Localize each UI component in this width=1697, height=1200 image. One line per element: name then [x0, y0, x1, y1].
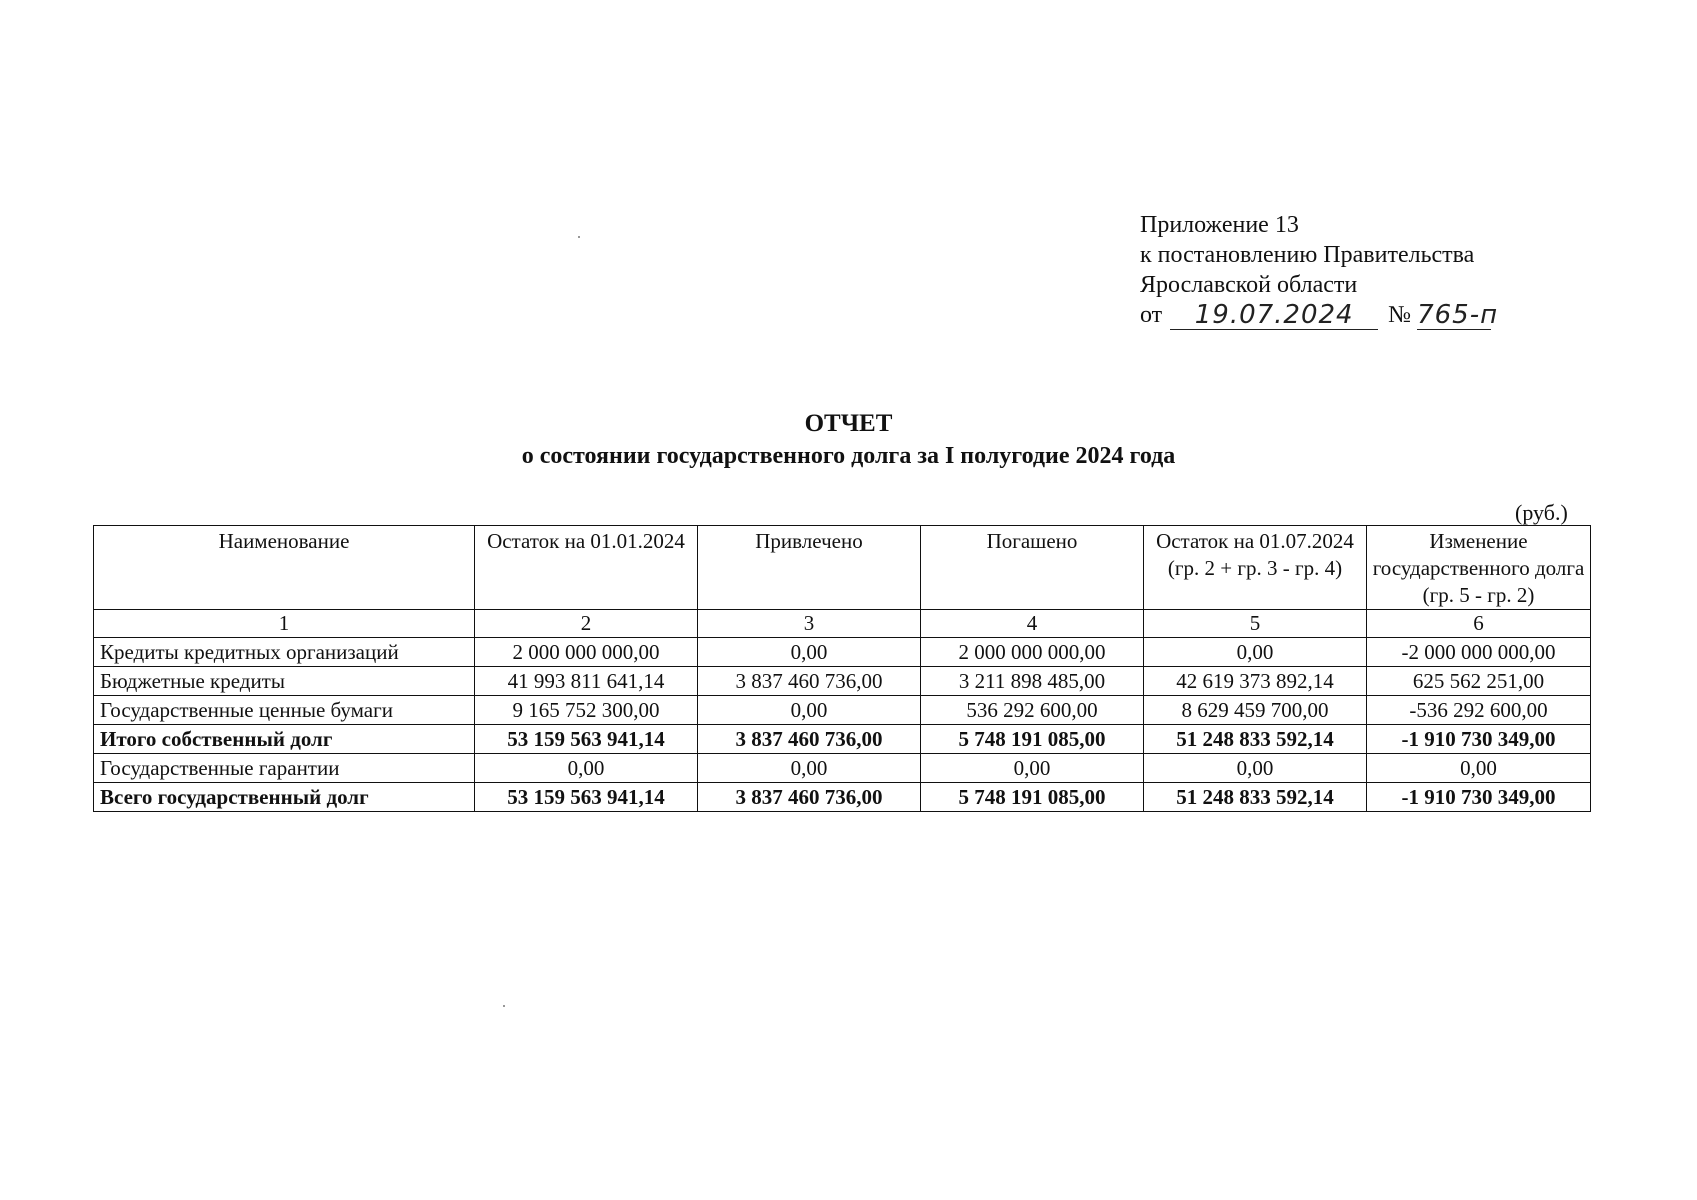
attracted-cell: 0,00 — [698, 696, 921, 725]
start-balance-cell: 0,00 — [475, 754, 698, 783]
scan-speck — [578, 236, 580, 238]
column-number: 3 — [698, 610, 921, 638]
end-balance-cell: 8 629 459 700,00 — [1144, 696, 1367, 725]
scan-speck — [503, 1005, 505, 1007]
repaid-cell: 3 211 898 485,00 — [921, 667, 1144, 696]
end-balance-cell: 51 248 833 592,14 — [1144, 725, 1367, 754]
end-balance-cell: 0,00 — [1144, 754, 1367, 783]
column-number-row — [94, 610, 1591, 638]
column-number: 1 — [94, 610, 475, 638]
end-balance-cell: 0,00 — [1144, 638, 1367, 667]
table-row — [94, 667, 1591, 696]
row-name-cell: Государственные ценные бумаги — [94, 696, 475, 725]
column-number: 2 — [475, 610, 698, 638]
annex-block — [1140, 210, 1499, 330]
handwritten-number: 765-п — [1417, 300, 1499, 330]
report-title-block — [0, 408, 1697, 472]
repaid-cell: 5 748 191 085,00 — [921, 725, 1144, 754]
table-row — [94, 783, 1591, 812]
change-cell: -536 292 600,00 — [1367, 696, 1591, 725]
change-cell: 625 562 251,00 — [1367, 667, 1591, 696]
debt-table — [93, 525, 1591, 812]
start-balance-cell: 53 159 563 941,14 — [475, 725, 698, 754]
handwritten-date: 19.07.2024 — [1170, 301, 1378, 330]
change-cell: 0,00 — [1367, 754, 1591, 783]
table-row — [94, 696, 1591, 725]
attracted-cell: 0,00 — [698, 638, 921, 667]
number-label: № — [1388, 302, 1412, 328]
end-balance-cell: 51 248 833 592,14 — [1144, 783, 1367, 812]
start-balance-cell: 53 159 563 941,14 — [475, 783, 698, 812]
annex-date-number-line — [1140, 300, 1499, 330]
repaid-cell: 5 748 191 085,00 — [921, 783, 1144, 812]
header-name: Наименование — [94, 526, 475, 610]
repaid-cell: 0,00 — [921, 754, 1144, 783]
header-end-balance: Остаток на 01.07.2024 (гр. 2 + гр. 3 - гр. 4) — [1144, 526, 1367, 610]
report-subtitle: о состоянии государственного долга за I полугодие 2024 года — [521, 443, 1176, 469]
header-start-balance: Остаток на 01.01.2024 — [475, 526, 698, 610]
start-balance-cell: 9 165 752 300,00 — [475, 696, 698, 725]
end-balance-cell: 42 619 373 892,14 — [1144, 667, 1367, 696]
row-name-cell: Всего государственный долг — [94, 783, 475, 812]
header-change: Изменение государственного долга (гр. 5 - гр. 2) — [1367, 526, 1591, 610]
attracted-cell: 0,00 — [698, 754, 921, 783]
row-name-cell: Бюджетные кредиты — [94, 667, 475, 696]
annex-region-line: Ярославской области — [1140, 272, 1358, 298]
change-cell: -2 000 000 000,00 — [1367, 638, 1591, 667]
report-title: ОТЧЕТ — [804, 410, 893, 437]
annex-resolution-line: к постановлению Правительства — [1140, 242, 1475, 268]
row-name-cell: Государственные гарантии — [94, 754, 475, 783]
repaid-cell: 2 000 000 000,00 — [921, 638, 1144, 667]
column-number: 5 — [1144, 610, 1367, 638]
from-label: от — [1140, 302, 1163, 328]
column-number: 4 — [921, 610, 1144, 638]
table-header-row — [94, 526, 1591, 610]
table-row — [94, 638, 1591, 667]
attracted-cell: 3 837 460 736,00 — [698, 725, 921, 754]
row-name-cell: Итого собственный долг — [94, 725, 475, 754]
change-cell: -1 910 730 349,00 — [1367, 783, 1591, 812]
column-number: 6 — [1367, 610, 1591, 638]
attracted-cell: 3 837 460 736,00 — [698, 783, 921, 812]
table-row — [94, 754, 1591, 783]
row-name-cell: Кредиты кредитных организаций — [94, 638, 475, 667]
change-cell: -1 910 730 349,00 — [1367, 725, 1591, 754]
start-balance-cell: 41 993 811 641,14 — [475, 667, 698, 696]
header-attracted: Привлечено — [698, 526, 921, 610]
units-label: (руб.) — [1515, 500, 1568, 525]
repaid-cell: 536 292 600,00 — [921, 696, 1144, 725]
attracted-cell: 3 837 460 736,00 — [698, 667, 921, 696]
header-repaid: Погашено — [921, 526, 1144, 610]
start-balance-cell: 2 000 000 000,00 — [475, 638, 698, 667]
table-row — [94, 725, 1591, 754]
annex-title: Приложение 13 — [1140, 212, 1299, 238]
